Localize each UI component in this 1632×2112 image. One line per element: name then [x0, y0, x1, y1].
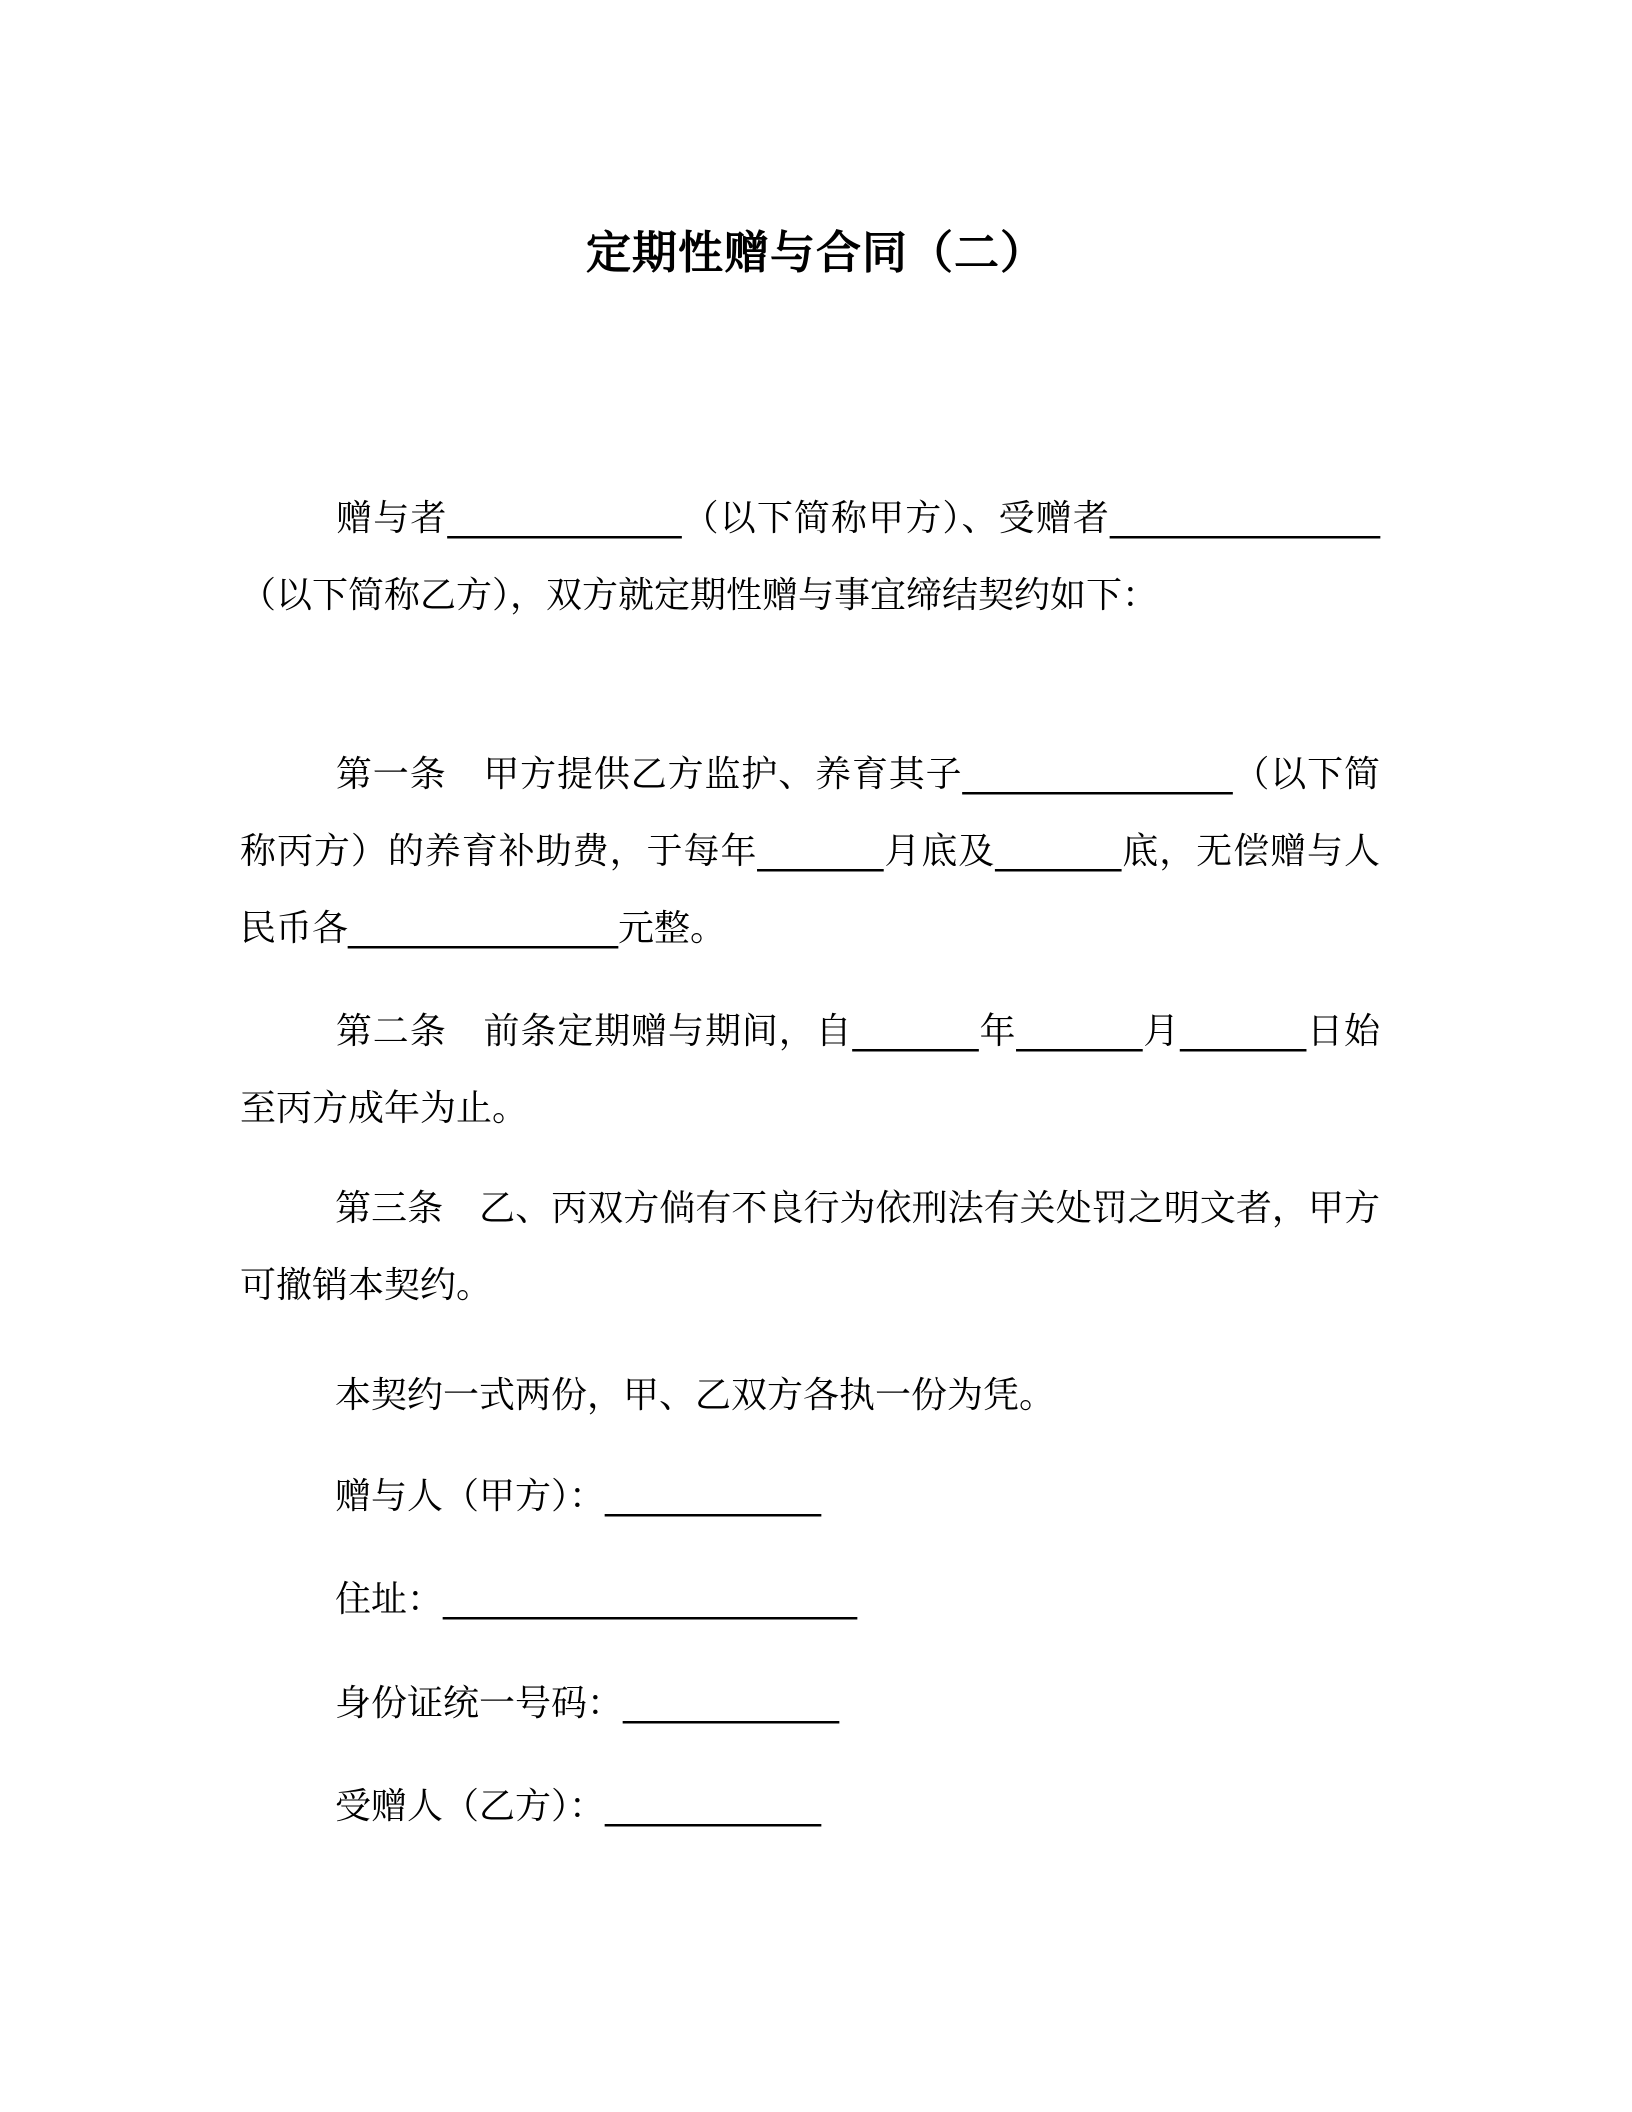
- article-3-text: 第三条 乙、丙双方倘有不良行为依刑法有关处罚之明文者，甲方可撤销本契约。: [240, 1188, 1380, 1306]
- article-2-paragraph: [240, 993, 1380, 1147]
- article-1-text: 第一条 甲方提供乙方监护、养育其子_______________（以下简称丙方）的养育补助费，于每年_______月底及_______底，无偿赠与人民币各_______________元整。: [240, 754, 1380, 949]
- donor-address-line: 住址：_______________________: [335, 1579, 858, 1620]
- article-2-text: 第二条 前条定期赠与期间，自_______年_______月_______日始至丙方成年为止。: [240, 1011, 1380, 1129]
- preamble-paragraph: [240, 480, 1380, 634]
- article-3-paragraph: [240, 1170, 1380, 1324]
- article-1-paragraph: [240, 736, 1380, 967]
- copies-clause: 本契约一式两份，甲、乙双方各执一份为凭。: [335, 1375, 1056, 1416]
- preamble-text: 赠与者_____________（以下简称甲方）、受赠者_______________（以下简称乙方），双方就定期性赠与事宜缔结契约如下：: [240, 498, 1380, 616]
- donee-signature-line: 受赠人（乙方）：____________: [335, 1786, 822, 1827]
- donor-id-line: 身份证统一号码：____________: [335, 1683, 840, 1724]
- donor-signature-line: 赠与人（甲方）：____________: [335, 1476, 822, 1517]
- document-title: 定期性赠与合同（二）: [585, 226, 1046, 279]
